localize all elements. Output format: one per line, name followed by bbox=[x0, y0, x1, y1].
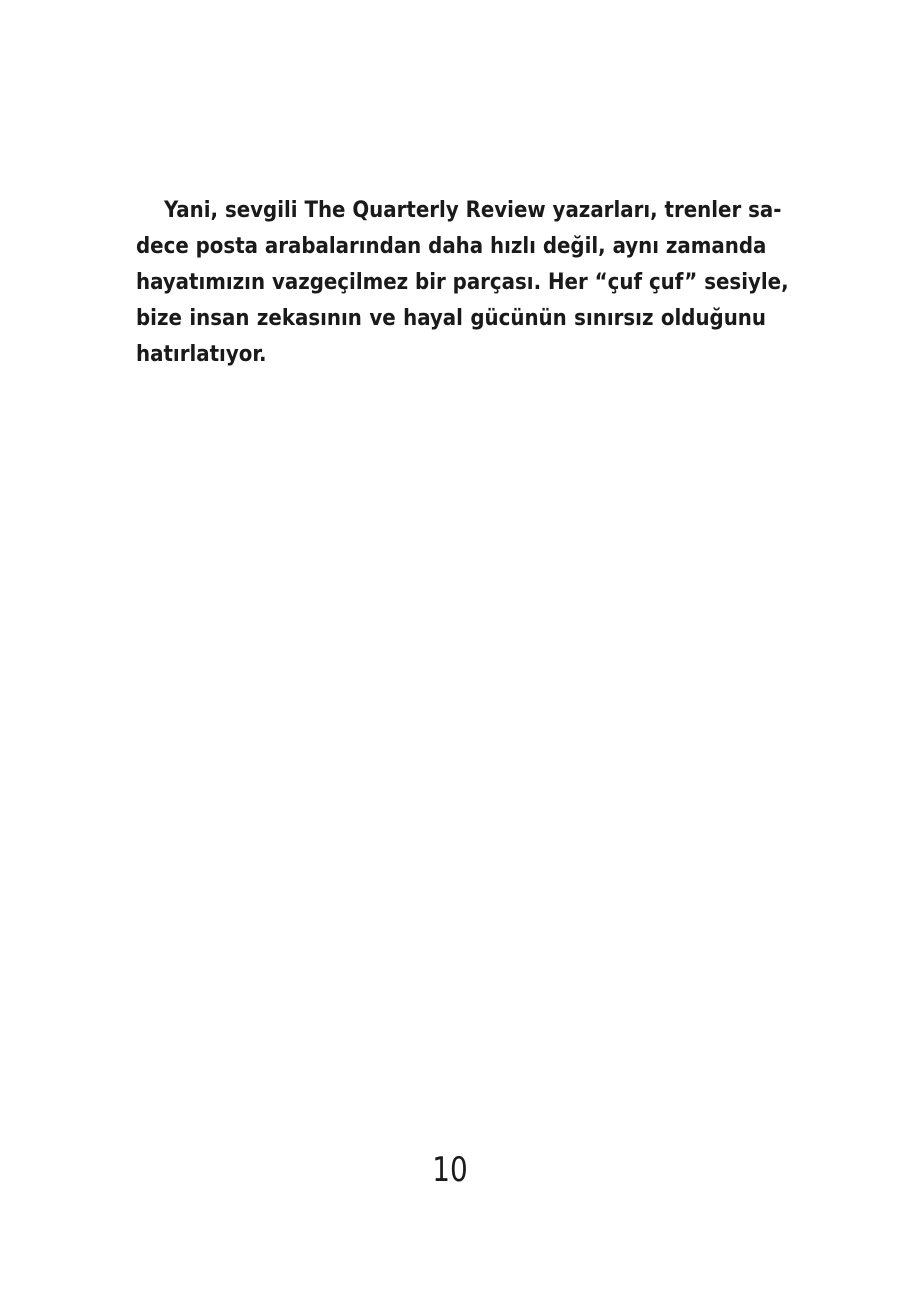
paragraph-line: Yani, sevgili The Quarterly Review yazarları, trenler sa- bbox=[164, 198, 782, 223]
page-number: 10 bbox=[432, 1150, 468, 1190]
paragraph-line: hatırlatıyor. bbox=[136, 342, 267, 367]
paragraph-line: dece posta arabalarından daha hızlı değil, aynı zamanda bbox=[136, 234, 767, 259]
paragraph-line: bize insan zekasının ve hayal gücünün sınırsız olduğunu bbox=[136, 306, 766, 331]
paragraph-line: hayatımızın vazgeçilmez bir parçası. Her “çuf çuf” sesiyle, bbox=[136, 270, 789, 295]
body-paragraph bbox=[136, 193, 789, 373]
